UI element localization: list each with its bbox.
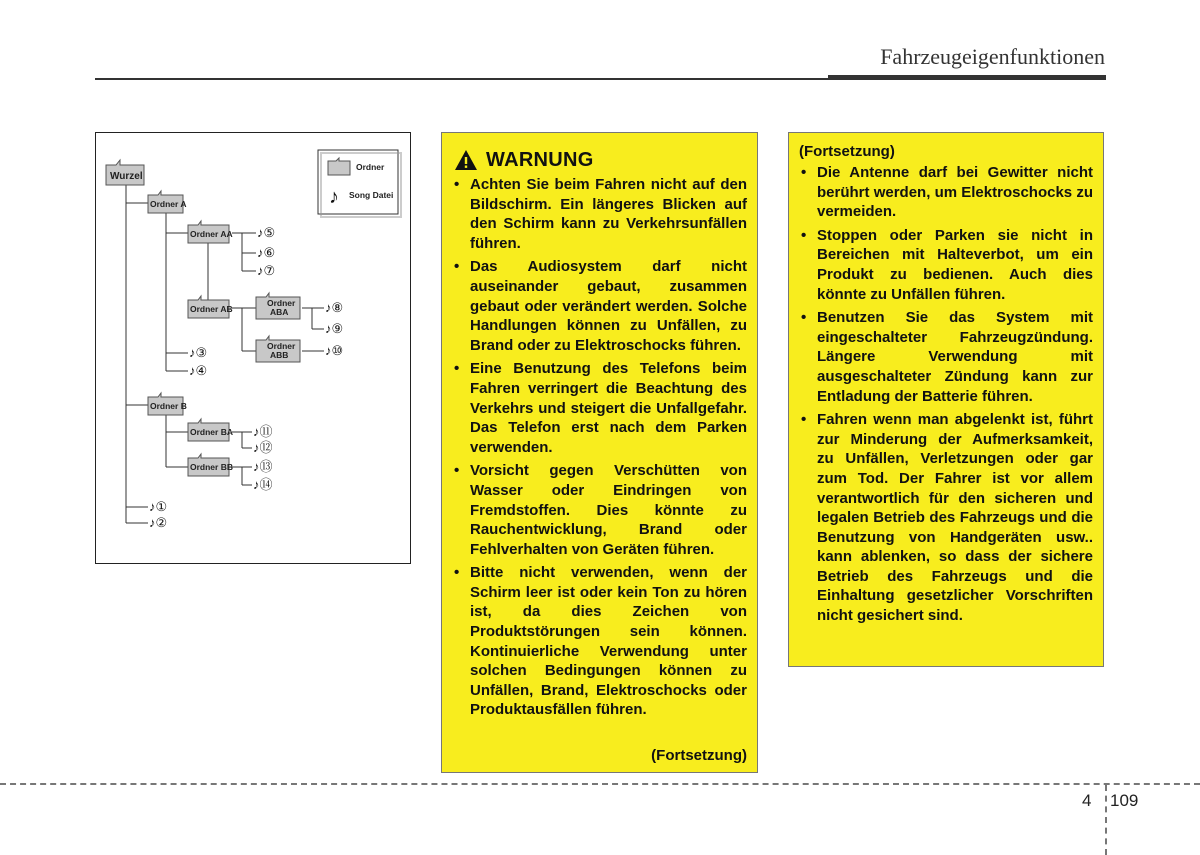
node-label-ordner-ab: Ordner AB	[190, 304, 233, 314]
legend-folder-label: Ordner	[356, 162, 385, 172]
warning-triangle-icon	[454, 149, 478, 171]
warning-header	[454, 147, 594, 173]
continuation-item: • Stoppen oder Parken sie nicht in Bereichen mit Halteverbot, um ein Produkt zu bedienen. Auch dies könnte zu Unfällen führen.	[799, 226, 1093, 304]
song-label-14: ♪⑭	[253, 477, 273, 492]
node-label-ordner-aba-2: ABA	[270, 307, 289, 317]
chapter-number: 4	[1082, 791, 1092, 810]
node-label-ordner-ba: Ordner BA	[190, 427, 233, 437]
node-label-ordner-aba-1: Ordner	[267, 298, 296, 308]
song-label-13: ♪⑬	[253, 459, 273, 474]
folder-tree-diagram	[95, 132, 411, 564]
continued-label: (Fortsetzung)	[651, 747, 747, 764]
section-title: Fahrzeugeigenfunktionen	[880, 44, 1105, 69]
warning-item: • Achten Sie beim Fahren nicht auf den Bildschirm. Ein längeres Blicken auf den Schirm kann zu Verkehrsunfällen führen.	[452, 175, 747, 253]
folder-icon	[328, 158, 350, 175]
footer-divider	[1105, 785, 1107, 855]
warning-item: • Bitte nicht verwenden, wenn der Schirm leer ist oder kein Ton zu hören ist, da dies Zeichen von Produktstörungen sein können. Kontinuierliche Verwendung unter solchen Bedingungen können zu Unfällen, Brand, Elektroschocks oder Produktausfällen führen.	[452, 563, 747, 720]
song-label-5: ♪⑤	[257, 225, 276, 240]
song-label-11: ♪⑪	[253, 424, 273, 439]
node-label-ordner-abb-1: Ordner	[267, 341, 296, 351]
continuation-list	[799, 163, 1093, 630]
header-rule-accent	[828, 75, 1106, 80]
continuation-item: • Die Antenne darf bei Gewitter nicht berührt werden, um Elektroschocks zu vermeiden.	[799, 163, 1093, 222]
song-label-6: ♪⑥	[257, 245, 276, 260]
continuation-item: • Benutzen Sie das System mit eingeschalteter Fahrzeugzündung. Längere Verwendung mit ausgeschalteter Zündung kann zur Entladung der Batterie führen.	[799, 308, 1093, 406]
node-label-ordner-abb-2: ABB	[270, 350, 289, 360]
continuation-box	[788, 132, 1104, 667]
song-label-4: ♪④	[189, 363, 208, 378]
song-label-8: ♪⑧	[325, 300, 344, 315]
music-note-icon: ♪	[329, 186, 339, 208]
node-label-ordner-aa: Ordner AA	[190, 229, 233, 239]
page-number: 109	[1110, 791, 1139, 810]
diagram-legend	[318, 150, 401, 217]
warning-list	[452, 175, 747, 724]
song-label-3: ♪③	[189, 345, 208, 360]
song-label-1: ♪①	[149, 499, 168, 514]
continuation-label: (Fortsetzung)	[799, 143, 895, 160]
song-label-10: ♪⑩	[325, 343, 344, 358]
node-label-ordner-b: Ordner B	[150, 401, 187, 411]
warning-item: • Vorsicht gegen Verschütten von Wasser oder Eindringen von Fremdstoffen. Dies könnte zu Rauchentwicklung, Brand oder Fehlverhalten von Geräten führen.	[452, 461, 747, 559]
footer-rule	[0, 783, 1200, 785]
node-label-ordner-bb: Ordner BB	[190, 462, 233, 472]
warning-title: WARNUNG	[486, 148, 594, 171]
node-label-root: Wurzel	[110, 171, 143, 182]
warning-box	[441, 132, 758, 773]
song-label-7: ♪⑦	[257, 263, 276, 278]
continuation-item: • Fahren wenn man abgelenkt ist, führt zur Minderung der Aufmerksamkeit, zu Unfällen, Verletzungen oder gar zum Tod. Der Fahrer ist vor allem verantwortlich für den sicheren und legalen Betrieb des Fahrzeugs und die Benutzung von Handgeräten usw.. kann ablenken, so dass der sichere Betrieb des Fahrzeugs und die Einhaltung gesetzlicher Vorschriften nicht gesichert sind.	[799, 410, 1093, 626]
legend-song-label: Song Datei	[349, 190, 394, 200]
warning-item: • Das Audiosystem darf nicht auseinander gebaut, zusammen gebaut oder verändert werden. Solche Handlungen können zu Unfällen, zu Brand oder zu Elektroschocks führen.	[452, 257, 747, 355]
song-label-2: ♪②	[149, 515, 168, 530]
node-label-ordner-a: Ordner A	[150, 199, 187, 209]
warning-item: • Eine Benutzung des Telefons beim Fahren verringert die Beachtung des Verkehrs und steigert die Unfallgefahr. Das Telefon erst nach dem Parken verwenden.	[452, 359, 747, 457]
song-label-12: ♪⑫	[253, 440, 273, 455]
song-label-9: ♪⑨	[325, 321, 344, 336]
